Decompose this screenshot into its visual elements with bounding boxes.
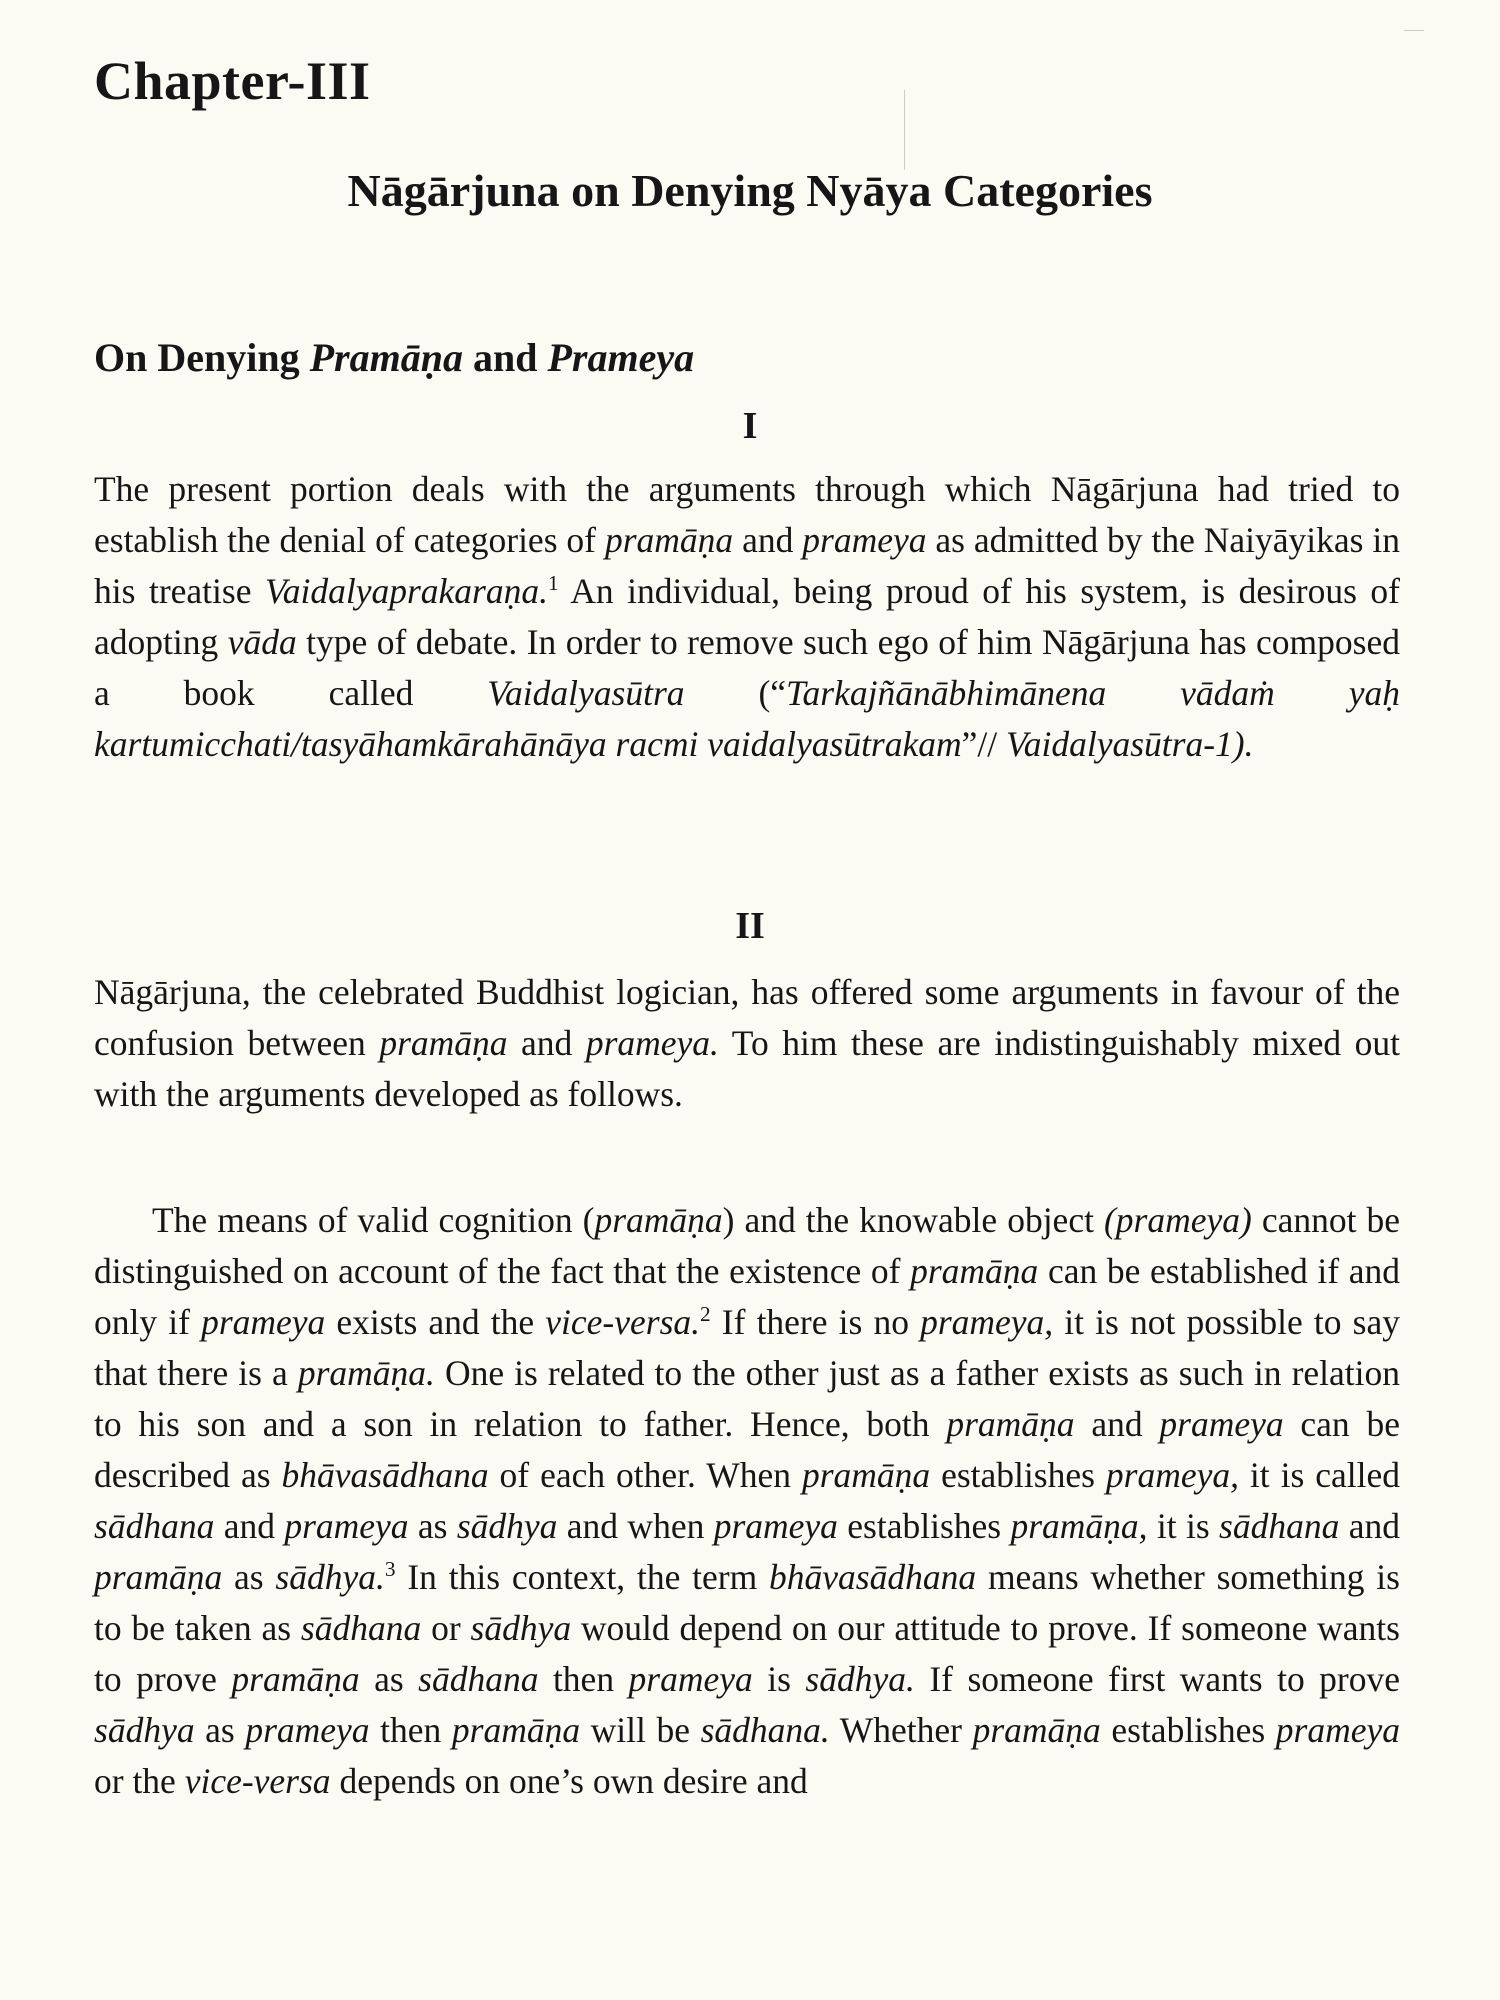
- paragraph-3: [94, 1195, 1400, 1807]
- p3-text: it is not possible to say that there is a: [94, 1302, 1400, 1393]
- scan-artifact-line: [904, 90, 905, 170]
- p3-text: then: [369, 1710, 452, 1750]
- footnote-ref-1: 1: [548, 571, 559, 596]
- footnote-ref-3: 3: [384, 1557, 396, 1582]
- p3-term: pramāṇa: [972, 1710, 1101, 1750]
- p3-term: pramāṇa: [94, 1557, 223, 1597]
- p3-term: prameya: [245, 1710, 370, 1750]
- p3-term: sādhana: [418, 1659, 539, 1699]
- p1-term: Vaidalyasūtra-1).: [1006, 724, 1254, 764]
- p1-term: Vaidalyasūtra: [487, 673, 685, 713]
- p3-text: as: [222, 1557, 276, 1597]
- p3-term: sādhya.: [805, 1659, 915, 1699]
- p3-term: pramāṇa,: [1010, 1506, 1148, 1546]
- p3-term: sādhya: [456, 1506, 558, 1546]
- p1-text: and: [733, 520, 803, 560]
- p3-term: vice-versa: [184, 1761, 331, 1801]
- p3-term: sādhana: [94, 1506, 215, 1546]
- p3-term: prameya: [201, 1302, 326, 1342]
- p3-term: pramāṇa: [910, 1251, 1039, 1291]
- p3-text: and when: [557, 1506, 714, 1546]
- section-heading-term1: Pramāṇa: [309, 335, 463, 380]
- p3-text: can be established if and only if: [94, 1251, 1400, 1342]
- p3-text: it is: [1147, 1506, 1220, 1546]
- p3-text: ) and the knowable object: [722, 1200, 1104, 1240]
- p3-term: prameya: [628, 1659, 753, 1699]
- p3-text: One is related to the other just as a father exists as such in relation to his son and a son in relation to father. Hence, both: [94, 1353, 1400, 1444]
- scan-artifact-dash: [1404, 30, 1424, 31]
- p3-text: would depend on our attitude to prove. If someone wants to prove: [94, 1608, 1400, 1699]
- p2-term: prameya.: [585, 1023, 719, 1063]
- paragraph-1: [94, 464, 1400, 770]
- section-heading-prefix: On Denying: [94, 335, 310, 380]
- p1-text: as admitted by the Naiyāyikas in his treatise: [94, 520, 1400, 611]
- chapter-subtitle: Nāgārjuna on Denying Nyāya Categories: [347, 165, 1153, 216]
- p1-quote: Tarkajñānābhimānena vādaṁ yaḥ kartumicchati/tasyāhamkārahānāya racmi vaidalyasūtrakam: [94, 673, 1400, 764]
- p2-text: To him these are indistinguishably mixed out with the arguments developed as follows.: [94, 1023, 1400, 1114]
- p2-text: Nāgārjuna, the celebrated Buddhist logician, has offered some arguments in favour of the confusion between: [94, 972, 1400, 1063]
- p3-term: prameya: [1275, 1710, 1400, 1750]
- p2-term: pramāṇa: [379, 1023, 508, 1063]
- p3-term: prameya,: [1105, 1455, 1239, 1495]
- p3-text: If someone first wants to prove: [914, 1659, 1400, 1699]
- p3-term: sādhya: [94, 1710, 195, 1750]
- p1-text: type of debate. In order to remove such ego of him Nāgārjuna has composed a book called: [94, 622, 1400, 713]
- p3-term: prameya: [1159, 1404, 1284, 1444]
- p3-term: sādhana: [1219, 1506, 1340, 1546]
- p3-text: it is called: [1238, 1455, 1400, 1495]
- p1-term: prameya: [802, 520, 927, 560]
- p1-text: An individual, being proud of his system, is desirous of adopting: [94, 571, 1400, 662]
- p3-text: then: [538, 1659, 629, 1699]
- p3-text: as: [359, 1659, 419, 1699]
- p1-text: ”//: [961, 724, 1006, 764]
- p3-term: pramāṇa.: [297, 1353, 435, 1393]
- p1-term: pramāṇa: [604, 520, 734, 560]
- p3-term: pramāṇa: [946, 1404, 1075, 1444]
- p3-text: and: [1074, 1404, 1160, 1444]
- paragraph-2: [94, 967, 1400, 1120]
- section-heading-term2: Prameya: [547, 335, 695, 380]
- p3-text: Whether: [829, 1710, 973, 1750]
- p3-term: pramāṇa: [801, 1455, 931, 1495]
- p3-term: sādhya: [470, 1608, 572, 1648]
- p3-text: establishes: [837, 1506, 1011, 1546]
- p3-text: cannot be distinguished on account of the fact that the existence of: [94, 1200, 1400, 1291]
- p3-term: vice-versa.: [545, 1302, 701, 1342]
- chapter-title: Chapter-III: [94, 51, 371, 111]
- p3-text: means whether something is to be taken as: [94, 1557, 1400, 1648]
- p3-text: or the: [94, 1761, 185, 1801]
- p3-term: pramāṇa: [451, 1710, 581, 1750]
- p3-text: and: [214, 1506, 285, 1546]
- p3-text: can be described as: [94, 1404, 1400, 1495]
- p2-text: and: [507, 1023, 586, 1063]
- p3-text: will be: [580, 1710, 701, 1750]
- p3-text: and: [1339, 1506, 1400, 1546]
- p3-text: In this context, the term: [395, 1557, 770, 1597]
- part-numeral-two: II: [735, 905, 765, 947]
- p1-text: (“: [684, 673, 787, 713]
- p3-text: exists and the: [325, 1302, 546, 1342]
- p3-term: prameya: [284, 1506, 409, 1546]
- p3-text: is: [752, 1659, 806, 1699]
- footnote-ref-2: 2: [700, 1302, 711, 1327]
- p3-text: or: [421, 1608, 471, 1648]
- section-heading-mid: and: [462, 335, 548, 380]
- p3-term: prameya: [713, 1506, 838, 1546]
- p3-text: establishes: [930, 1455, 1106, 1495]
- p3-text: If there is no: [710, 1302, 921, 1342]
- p1-term: Vaidalyaprakaraṇa.: [265, 571, 548, 611]
- section-heading: [94, 334, 694, 381]
- p3-term: sādhya.: [275, 1557, 385, 1597]
- p1-term: vāda: [227, 622, 297, 662]
- p3-term: pramāṇa: [594, 1200, 723, 1240]
- p3-text: as: [408, 1506, 457, 1546]
- p3-term: sādhana: [300, 1608, 422, 1648]
- p3-text: The means of valid cognition (: [152, 1200, 595, 1240]
- p3-term: pramāṇa: [231, 1659, 360, 1699]
- p1-text: The present portion deals with the arguments through which Nāgārjuna had tried to establish the denial of categories of: [94, 469, 1400, 560]
- p3-text: establishes: [1100, 1710, 1276, 1750]
- p3-term: sādhana.: [700, 1710, 830, 1750]
- p3-term: bhāvasādhana: [769, 1557, 977, 1597]
- p3-term: bhāvasādhana: [281, 1455, 489, 1495]
- p3-text: as: [194, 1710, 246, 1750]
- p3-term: prameya,: [920, 1302, 1054, 1342]
- part-numeral-one: I: [742, 405, 758, 447]
- p3-text: of each other. When: [488, 1455, 802, 1495]
- p3-text: depends on one’s own desire and: [330, 1761, 808, 1801]
- p3-term: (prameya): [1103, 1200, 1252, 1240]
